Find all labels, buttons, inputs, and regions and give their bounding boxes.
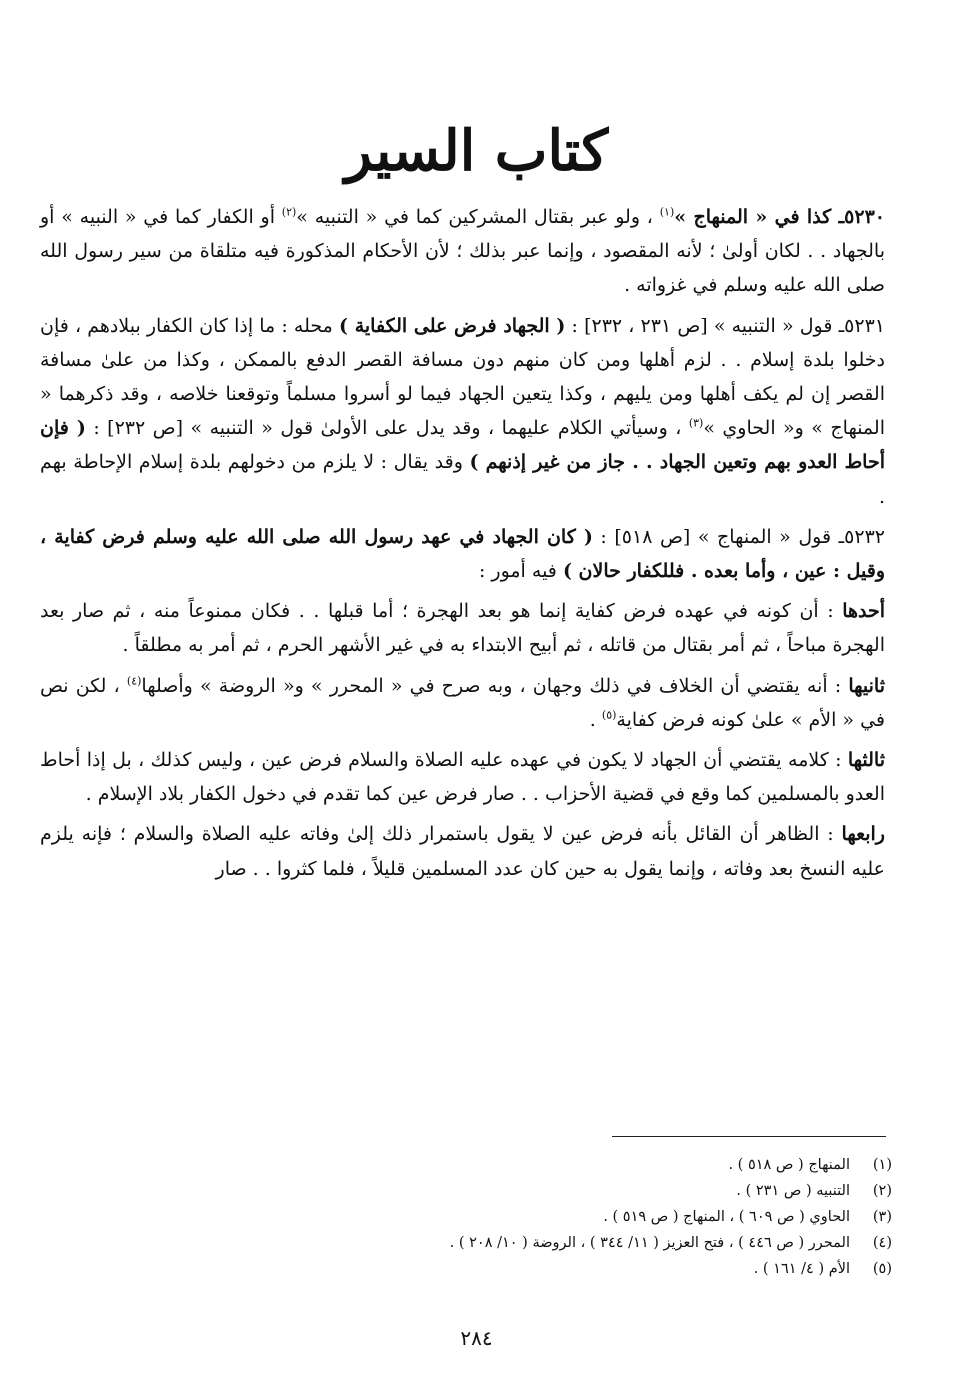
point-label: أحدها [842,600,885,623]
footnote-item [40,1256,892,1282]
footnote-number: (٤) [872,1235,892,1251]
point-label: رابعها [841,823,885,846]
footnote-ref[interactable]: (٣) [688,416,704,430]
paragraph-lead: ٥٢٣٢ـ قول « المنهاج » [ص ٥١٨] : [592,525,885,548]
quoted-text: ( الجهاد فرض على الكفاية ) [339,314,566,337]
footnote-ref[interactable]: (١) [659,205,675,219]
footnote-text: الحاوي ( ص ٦٠٩ ) ، المنهاج ( ص ٥١٩ ) . [603,1209,850,1225]
footnotes [40,1152,892,1282]
paragraph-text: فيه أمور : [478,560,563,583]
page-number: ٢٨٤ [460,1326,493,1350]
paragraph-text: محله : ما إذا كان الكفار ببلادهم ، فإن دخلوا بلدة إسلام . . لزم أهلها ومن كان منهم دون مسافة القصر الدفع بالممكن ، وكذا من علىٰ مسافة القصر إن لم يكف أهلها ومن يليهم ، وكذا يتعين الجهاد فيما لو أسروا مسلماً وتوقعنا خلاصه ، وقد ذكرهما « المنهاج » و« الحاوي » [40,314,885,440]
point-label: ثانيها [848,674,885,697]
footnote-ref[interactable]: (٥) [601,708,617,722]
footnote-ref[interactable]: (٤) [126,674,142,688]
paragraph-first [40,594,885,662]
paragraph-5232 [40,520,885,588]
quoted-text: ( كان الجهاد في عهد رسول الله صلى الله عليه وسلم فرض كفاية ، وقيل : عين ، وأما بعده . فللكفار حالان ) [40,525,885,583]
paragraph-text: وقد يقال : لا يلزم من دخولهم بلدة إسلام الإحاطة بهم . [40,451,885,508]
chapter-title: كتاب السير [344,118,609,184]
main-text [40,200,885,892]
footnote-number: (٣) [872,1209,892,1225]
paragraph-text: ، ولو عبر بقتال المشركين كما في « التنبيه » [296,206,660,228]
footnote-item [40,1204,892,1230]
footnote-number: (٥) [872,1261,892,1277]
footnote-item [40,1178,892,1204]
footnote-text: الأم ( ٤/ ١٦١ ) . [753,1261,850,1277]
paragraph-text: : كلامه يقتضي أن الجهاد لا يكون في عهده عليه الصلاة والسلام فرض عين ، وليس كذلك ، بل إذا أحاط العدو بالمسلمين كما وقع في قضية الأحزاب . . صار فرض عين كما تقدم في دخول الكفار بلاد الإسلام . [40,749,885,806]
paragraph-text: : أن كونه في عهده فرض كفاية إنما هو بعد الهجرة ؛ أما قبلها . . فكان ممنوعاً منه ، ثم صار بعد الهجرة مباحاً ، ثم أمر بقتال من قاتله ، ثم أبيح الابتداء به في غير الأشهر الحرم ، ثم أمر به مطلقاً . [40,600,885,657]
paragraph-text: : أنه يقتضي أن الخلاف في ذلك وجهان ، وبه صرح في « المحرر » و« الروضة » وأصلها [141,674,849,697]
paragraph-text: ، لكن نص في « الأم » علىٰ كونه فرض كفاية [40,674,885,731]
paragraph-text: . [589,708,602,731]
footnote-divider [612,1136,886,1137]
footnote-text: المحرر ( ص ٤٤٦ ) ، فتح العزيز ( ١١/ ٣٤٤ ) ، الروضة ( ١٠/ ٢٠٨ ) . [449,1235,850,1251]
paragraph-fourth [40,817,885,885]
footnote-number: (١) [872,1157,892,1173]
footnote-item [40,1230,892,1256]
footnote-text: المنهاج ( ص ٥١٨ ) . [728,1157,850,1173]
footnote-ref[interactable]: (٢) [281,205,297,219]
footnote-text: التنبيه ( ص ٢٣١ ) . [736,1183,850,1199]
quoted-text: ( فإن أحاط العدو بهم وتعين الجهاد . . جاز من غير إذنهم ) [40,417,885,474]
paragraph-5231 [40,309,885,514]
paragraph-third [40,743,885,811]
paragraph-lead: ٥٢٣١ـ قول « التنبيه » [ص ٢٣١ ، ٢٣٢] : [565,314,885,337]
paragraph-lead: ٥٢٣٠ـ كذا في « المنهاج » [674,206,885,228]
paragraph-second [40,669,885,737]
paragraph-text: : الظاهر أن القائل بأنه فرض عين لا يقول باستمرار ذلك إلىٰ وفاته عليه الصلاة والسلام ؛ فإنه يلزم عليه النسخ بعد وفاته ، وإنما يقول به حين كان عدد المسلمين قليلاً ، فلما كثروا . . صار [40,823,885,880]
point-label: ثالثها [847,749,885,772]
footnote-number: (٢) [872,1183,892,1199]
paragraph-text: ، وسيأتي الكلام عليهما ، وقد يدل على الأولىٰ قول « التنبيه » [ص ٢٣٢] : [85,417,689,440]
footnote-item [40,1152,892,1178]
paragraph-5230 [40,200,885,303]
paragraph-text: أو الكفار كما في « النبيه » أو بالجهاد . . لكان أولىٰ ؛ لأنه المقصود ، وإنما عبر بذلك ؛ لأن الأحكام المذكورة فيه متلقاة من سير رسول الله صلى الله عليه وسلم في غزواته . [40,206,885,297]
